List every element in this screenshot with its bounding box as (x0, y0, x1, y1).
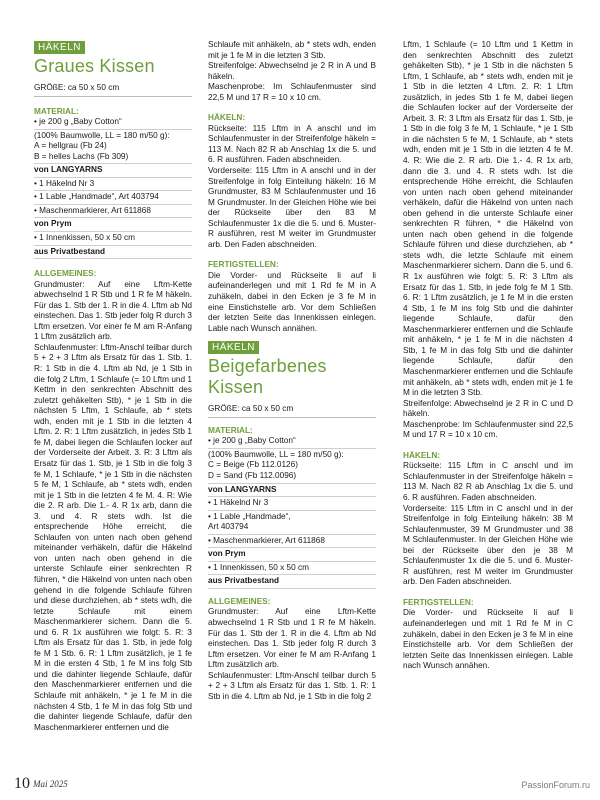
column-right (403, 40, 573, 672)
material-line: aus Privatbestand (208, 576, 376, 589)
text-paragraph: Lftm, 1 Schlaufe (= 10 Lftm und 1 Kettm in den senkrechten Abschnitt des zuletzt gehäkelten Stb), * je 1 Stb in die nächsten 5 Lftm, 1 Schlaufe, ab * stets wdh, enden mit je 1 Stb in die letzten 4 Lftm. 2. R: 1 Lftm zusätzlich, in jedes Stb 1 fe M, dabei liegen die Schlaufen locker auf der Vorderseite der Arbeit. 3. R: 3 Lftm als Ersatz für das 1. Stb, je 1 Stb in die folg 3 fe M, 1 Schlaufe, * je 1 Stb in die nächsten 5 fe M, 1 Schlaufe, ab * stets wdh, enden mit je 1 Stb in die letzten 4 fe M. 4. R: Wie die 2. R arb. Die 1.- 4. R 1x arb, dann die 3. und 4. R stets wdh. Ist die entsprechende Höhe erreicht, die Schlaufen von unten nach oben gehend miteinander verhäkeln, dafür die Häkelnd von unten nach oben gehend in die unterste Schlaufe einer senkrechten R führen, * die Häkelnd von unten nach oben gehend in die folgende Schlaufe führen und diese durchziehen, ab * stets wdh, die letzte Schlaufe mit einem Maschenmarkierer sichern. Dann die 5. und 6. R 1x ausführen wie folgt: 5. R: 3 Lftm als Ersatz für das 1. Stb, in jede folg fe M 1 Stb. 6. R: 1 Lftm zusätzlich, je 1 fe M in die ersten 4 Stb, 1 fe M ins folg Stb und die dahinter liegende Schlaufe, dafür den Maschenmarkierer entfernen und die Schlaufe mit anhäkeln, * je 1 fe M in die nächsten 4 Stb, 1 fe M in das folg Stb und die dahinter liegende Schlaufe, dafür den Maschenmarkierer entfernen und die Schlaufe mit anhäkeln, ab * stets wdh, enden mit je 1 fe M in die letzten 3 Stb. (403, 40, 573, 398)
back-paragraph: Rückseite: 115 Lftm in A anschl und im Schlaufenmuster in der Streifenfolge häkeln = 113 M. Nach 82 R ab Anschlag 1x die 5. und 6. R ausführen. Faden abschneiden. (208, 123, 376, 165)
material-line: • je 200 g „Baby Cotton“ (208, 436, 376, 449)
general-paragraph: Schlaufenmuster: Lftm-Anschl teilbar durch 5 + 2 + 3 Lftm als Ersatz für das 1. Stb. 1. R: 1 Stb in die 4. Lftm ab Nd, je 1 Stb in die folg 2 (208, 670, 376, 701)
material-line: D = Sand (Fb 112.0096) (208, 471, 376, 484)
column-middle (208, 40, 376, 702)
material-line: aus Privatbestand (34, 247, 192, 260)
issue-label: Mai 2025 (33, 779, 68, 789)
material-line: von Prym (34, 219, 192, 232)
material-line: C = Beige (Fb 112.0126) (208, 460, 298, 470)
material-list (34, 117, 192, 259)
finish-paragraph: Die Vorder- und Rückseite li auf li aufeinanderlegen und mit 1 Rd fe M in A zuhäkeln, dabei in den Ecken je 3 fe M in eine Einstichstelle arb. Vor dem Schließen der letzten Seite das Innenkissen einlegen. Lable nach Wunsch annähen. (208, 270, 376, 333)
text-paragraph: Schlaufe mit anhäkeln, ab * stets wdh, enden mit je 1 fe M in die letzten 3 Stb. (208, 40, 376, 60)
finish-heading: FERTIGSTELLEN: (208, 260, 279, 270)
material-line: • je 200 g „Baby Cotton“ (34, 117, 192, 130)
stripe-paragraph: Streifenfolge: Abwechselnd je 2 R in C und D häkeln. (403, 398, 573, 419)
material-line: B = helles Lachs (Fb 309) (34, 152, 192, 165)
material-line: • 1 Innenkissen, 50 x 50 cm (208, 563, 376, 576)
material-line: von LANGYARNS (208, 485, 376, 498)
general-paragraph: Schlaufenmuster: Lftm-Anschl teilbar durch 5 + 2 + 3 Lftm als Ersatz für das 1. Stb. 1. R: 1 Stb in die 4. Lftm ab Nd, je 1 Stb in die folg 2 Lftm, 1 Schlaufe (= 10 Lftm und 1 Kettm in den senkrechten Abschnitt des zuletzt gehäkelten Stb), * je 1 Stb in die nächsten 5 Lftm, 1 Schlaufe, ab * stets wdh, enden mit je 1 Stb in die letzten 4 Lftm. 2. R: 1 Lftm zusätzlich, in jedes Stb 1 fe M, dabei liegen die Schlaufen locker auf der Vorderseite der Arbeit. 3. R: 3 Lftm als Ersatz für das 1. Stb, je 1 Stb in die folg 3 fe M, 1 Schlaufe, * je 1 Stb in die nächsten 5 fe M, 1 Schlaufe, ab * stets wdh, enden mit je 1 Stb in die letzten 4 fe M. 4. R: Wie die 2. R arb. Die 1.- 4. R 1x arb, dann die 3. und 4. R stets wdh. Ist die entsprechende Höhe erreicht, die Schlaufen von unten nach oben gehend miteinander verhäkeln, dafür die Häkelnd von unten nach oben gehend in die unterste Schlaufe einer senkrechten R führen, * die Häkelnd von unten nach oben gehend in die folgende Schlaufe führen und diese durchziehen, ab * stets wdh, die letzte Schlaufe mit einem Maschenmarkierer sichern. Dann die 5. und 6. R 1x ausführen wie folgt: 5. R: 3 Lftm als Ersatz für das 1. Stb, in jede folg fe M 1 Stb. 6. R: 1 Lftm zusätzlich, je 1 fe M in die ersten 4 Stb, 1 fe M ins folg Stb und die dahinter liegende Schlaufe, dafür den Maschenmarkierer entfernen und die Schlaufe mit anhäkeln, * je 1 fe M in die nächsten 4 Stb, 1 fe M in das folg Stb und die dahinter liegende Schlaufe, dafür den Maschenmarkierer entfernen und die (34, 342, 192, 732)
material-line: • 1 Innenkissen, 50 x 50 cm (34, 233, 192, 246)
material-list (208, 436, 376, 589)
pattern-title: Beigefarbenes Kissen (208, 356, 327, 398)
material-line: (100% Baumwolle, LL = 180 m/50 g): (208, 449, 344, 459)
general-paragraph: Grundmuster: Auf eine Lftm-Kette abwechselnd 1 R Stb und 1 R fe M häkeln. Für das 1. Stb der 1. R in die 4. Lftm ab Nd einstechen. Das 1. Stb jeder folg R durch 3 Lftm ersetzen. Vor einer fe M am R-Anfang 1 Lftm zusätzlich arb. (34, 279, 192, 342)
material-line: • 1 Lable „Handmade“, (208, 511, 291, 521)
watermark: PassionForum.ru (521, 780, 590, 790)
stripe-paragraph: Streifenfolge: Abwechselnd je 2 R in A und B häkeln. (208, 61, 376, 81)
front-paragraph: Vorderseite: 115 Lftm in A anschl und in der Streifenfolge in folg Einteilung häkeln: 16 M Grundmuster, 83 M Schlaufenmuster und 16 M Grundmuster. In der Gleichen Höhe wie bei der Rückseite über den 83 M Schlaufenmuster 1x die die 5. und 6. Muster-R ausführen, rest M weiter im Grundmuster arb. Den Faden abschneiden. (208, 166, 376, 249)
material-heading: MATERIAL: (208, 425, 253, 435)
general-heading: ALLGEMEINES: (208, 596, 271, 606)
material-line: • Maschenmarkierer, Art 611868 (208, 536, 376, 549)
front-paragraph: Vorderseite: 115 Lftm in C anschl und in der Streifenfolge in folg Einteilung häkeln: 38 M Schlaufenmuster, 39 M Grundmuster und 38 M Schlaufenmuster. In der Gleichen Höhe wie bei der Rückseite über den je 38 M Schlaufenmuster 1x die die 5. und 6. Muster-R ausführen, rest M weiter im Grundmuster arb. Den Faden abschneiden. (403, 503, 573, 587)
pattern-title: Graues Kissen (34, 56, 155, 76)
finish-paragraph: Die Vorder- und Rückseite li auf li aufeinanderlegen und mit 1 Rd fe M in C zuhäkeln, dabei in den Ecken je 3 fe M in eine Einstichstelle arb. Vor dem Schließen der letzten Seite das Innenkissen einlegen. Lable nach Wunsch annähen. (403, 608, 573, 671)
material-heading: MATERIAL: (34, 106, 79, 116)
section-tag: HÄKELN (34, 41, 85, 54)
crochet-heading: HÄKELN: (403, 450, 441, 460)
page-number: 10 (14, 775, 30, 792)
material-line: • 1 Häkelnd Nr 3 (208, 498, 376, 511)
material-line: • Maschenmarkierer, Art 611868 (34, 206, 192, 219)
material-line: von LANGYARNS (34, 165, 192, 178)
column-left (34, 38, 192, 733)
crochet-heading: HÄKELN: (208, 113, 246, 123)
material-line: A = hellgrau (Fb 24) (34, 141, 107, 151)
size-line: GRÖßE: ca 50 x 50 cm (208, 404, 294, 414)
gauge-paragraph: Maschenprobe: Im Schlaufenmuster sind 22,5 M und 17 R = 10 x 10 cm. (403, 419, 573, 440)
section-tag: HÄKELN (208, 341, 259, 354)
material-line: Art 403794 (208, 522, 376, 535)
gauge-paragraph: Maschenprobe: Im Schlaufenmuster sind 22,5 M und 17 R = 10 x 10 cm. (208, 82, 376, 102)
finish-heading: FERTIGSTELLEN: (403, 597, 474, 607)
back-paragraph: Rückseite: 115 Lftm in C anschl und im Schlaufenmuster in der Streifenfolge häkeln = 113 M. Nach 82 R ab Anschlag 1x die 5. und 6. R ausführen. Faden abschneiden. (403, 461, 573, 502)
material-line: von Prym (208, 549, 376, 562)
general-paragraph: Grundmuster: Auf eine Lftm-Kette abwechselnd 1 R Stb und 1 R fe M häkeln. Für das 1. Stb der 1. R in die 4. Lftm ab Nd einstechen. Das 1. Stb jeder folg R durch 3 Lftm ersetzen. Vor einer fe M am R-Anfang 1 Lftm zusätzlich arb. (208, 607, 376, 670)
material-line: • 1 Häkelnd Nr 3 (34, 179, 192, 192)
general-heading: ALLGEMEINES: (34, 269, 97, 279)
material-line: (100% Baumwolle, LL = 180 m/50 g): (34, 130, 170, 140)
material-line: • 1 Lable „Handmade“, Art 403794 (34, 192, 192, 205)
size-line: GRÖßE: ca 50 x 50 cm (34, 83, 120, 92)
